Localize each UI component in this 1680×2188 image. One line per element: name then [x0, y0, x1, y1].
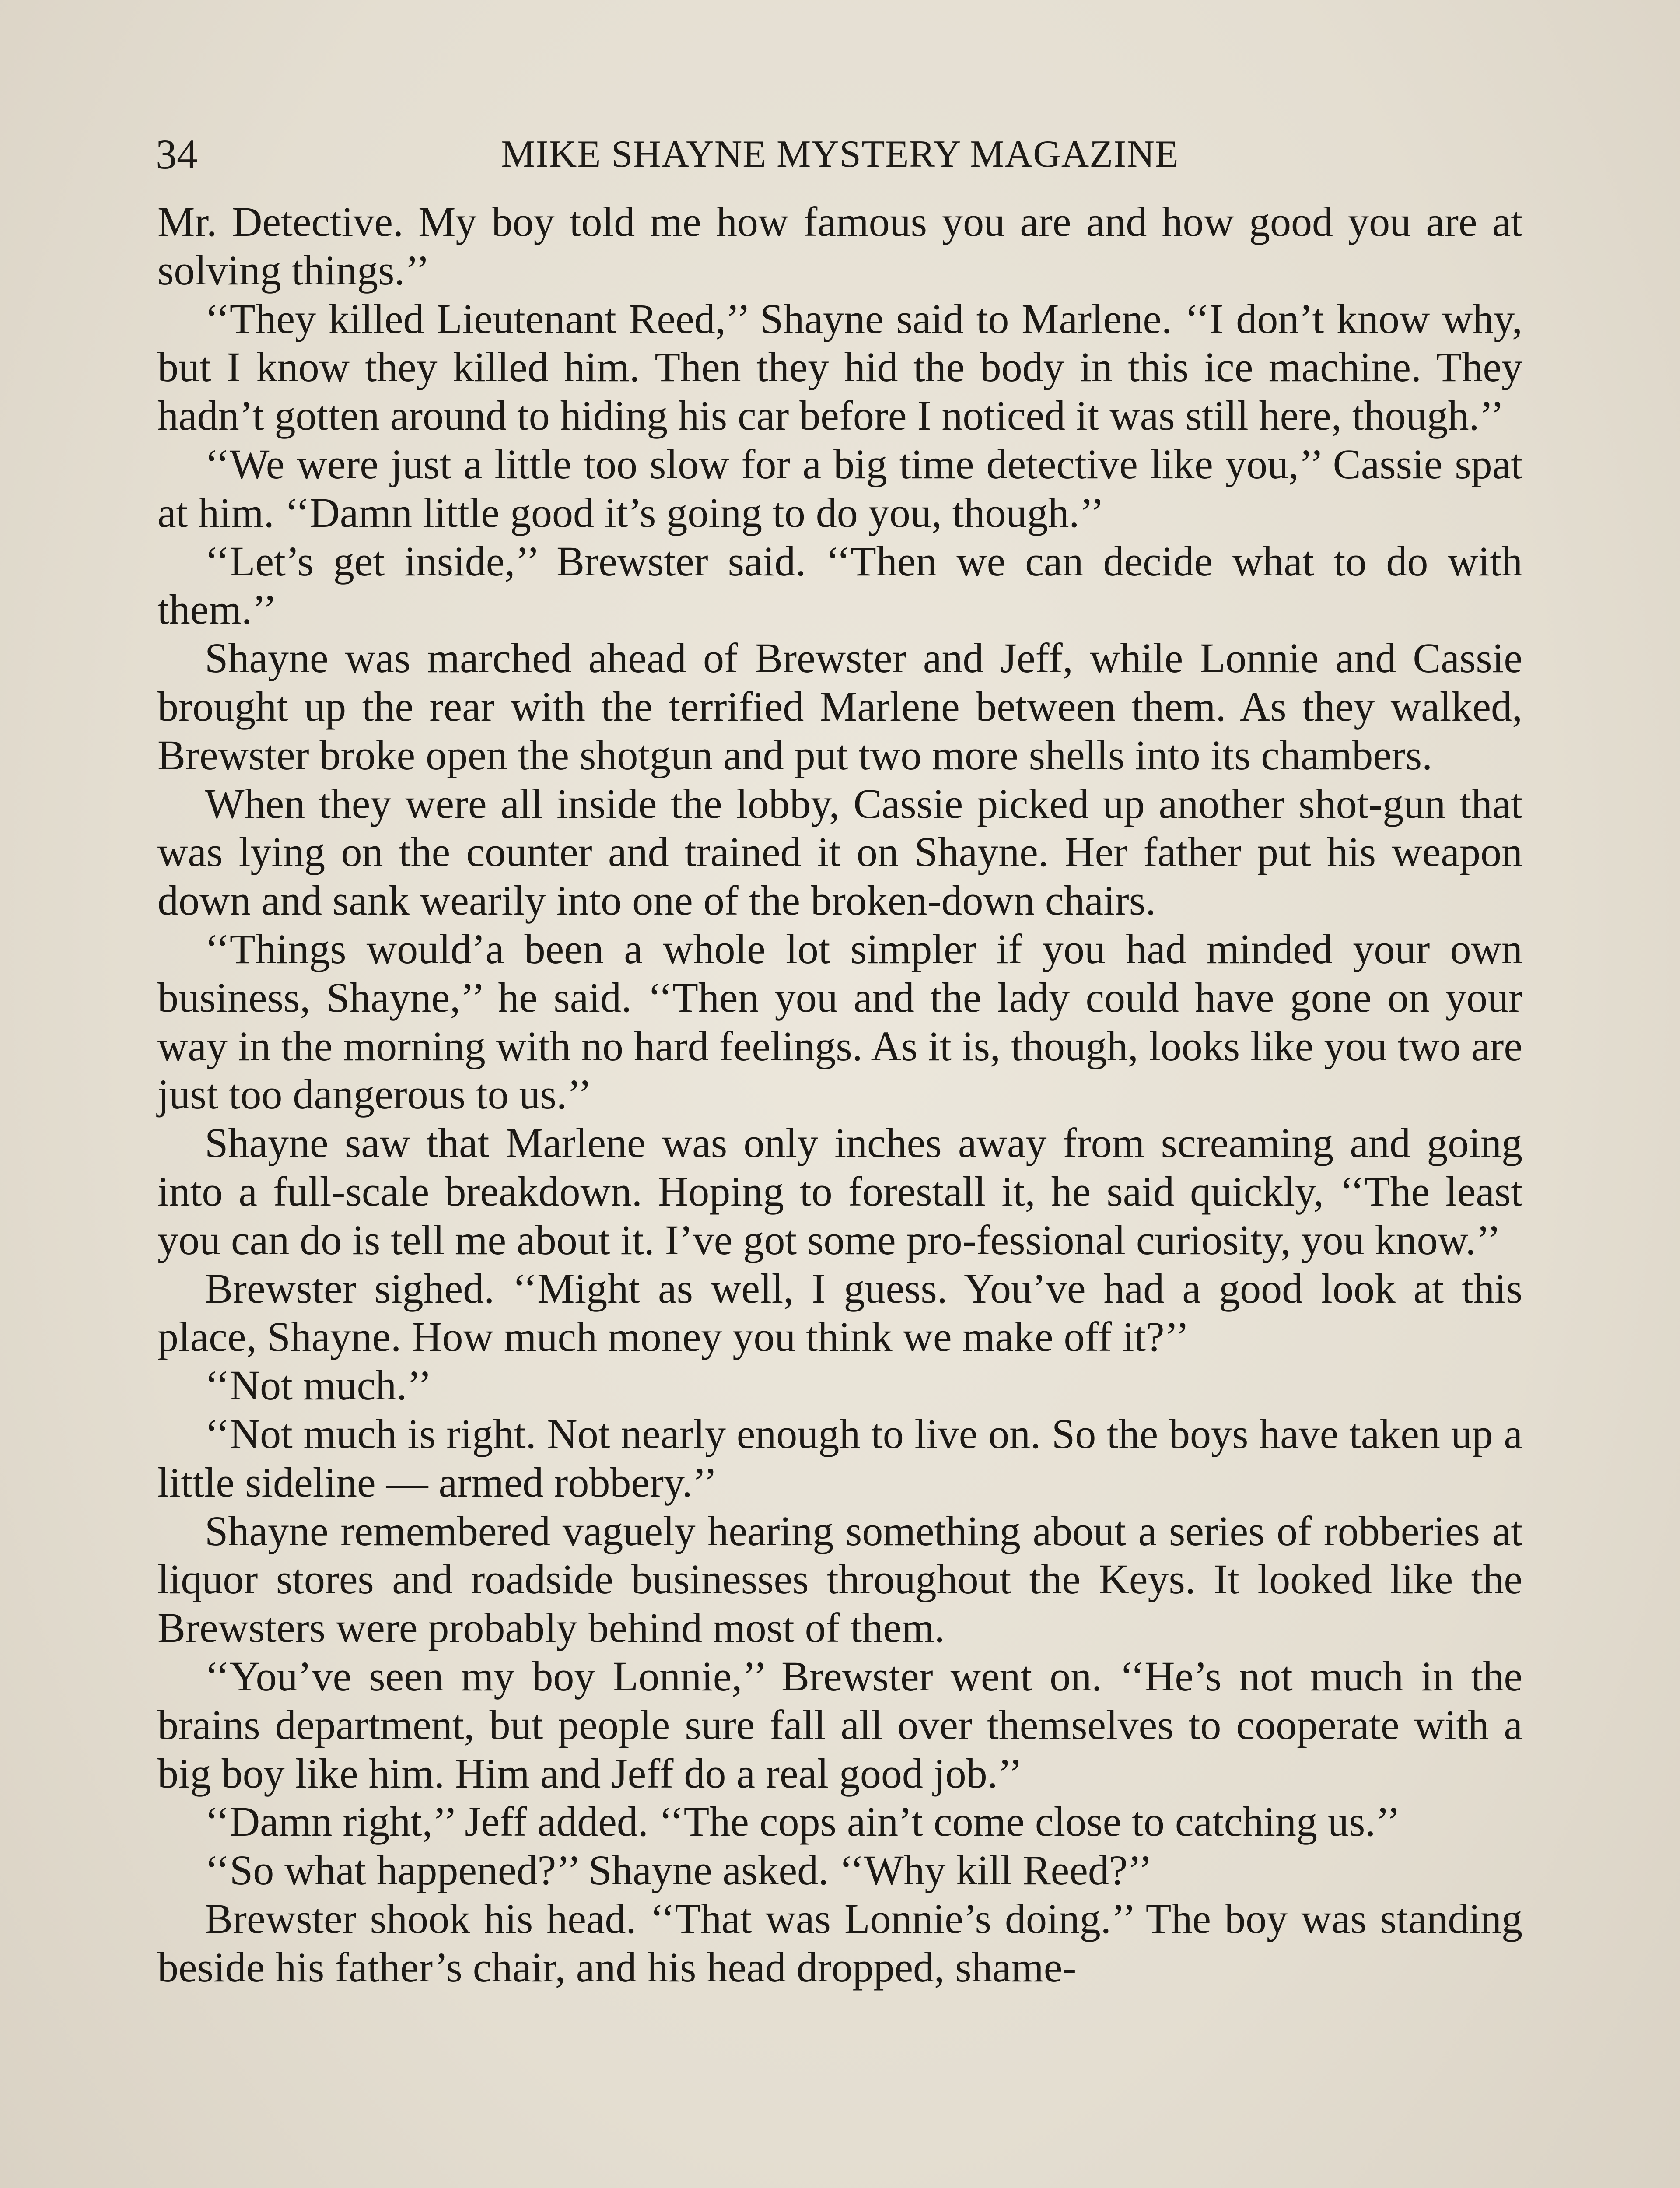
paragraph: ‘‘Damn right,’’ Jeff added. ‘‘The cops ain’t come close to catching us.’’: [205, 1798, 1401, 1845]
paragraph: When they were all inside the lobby, Cassie picked up another shot-gun that was lying on the counter and trained it on Shayne. Her father put his weapon down and sank wearily into one of the broken-down chairs.: [158, 780, 1522, 924]
paragraph: Shayne remembered vaguely hearing something about a series of robberies at liquor stores and roadside businesses throughout the Keys. It looked like the Brewsters were probably behind most of them.: [158, 1507, 1522, 1652]
paragraph: ‘‘They killed Lieutenant Reed,’’ Shayne said to Marlene. ‘‘I don’t know why, but I know they killed him. Then they hid the body in this ice machine. They hadn’t gotten around to hiding his car before I noticed it was still here, though.’’: [158, 295, 1522, 439]
paragraph: ‘‘So what happened?’’ Shayne asked. ‘‘Why kill Reed?’’: [205, 1847, 1153, 1894]
paragraph: Brewster sighed. ‘‘Might as well, I guess. You’ve had a good look at this place, Shayne. How much money you think we make off it?’’: [158, 1265, 1522, 1360]
paragraph: ‘‘Not much.’’: [205, 1362, 432, 1409]
paragraph: Brewster shook his head. ‘‘That was Lonnie’s doing.’’ The boy was standing beside his father’s chair, and his head dropped, shame-: [158, 1895, 1522, 1991]
page-header: [153, 130, 1527, 179]
paragraph: Mr. Detective. My boy told me how famous you are and how good you are at solving things.’’: [158, 198, 1522, 294]
paragraph: Shayne saw that Marlene was only inches away from screaming and going into a full-scale breakdown. Hoping to forestall it, he said quickly, ‘‘The least you can do is tell me about it. I’ve got some pro-fessional curiosity, you know.’’: [158, 1119, 1522, 1263]
running-title: MIKE SHAYNE MYSTERY MAGAZINE: [501, 133, 1179, 175]
paragraph: ‘‘You’ve seen my boy Lonnie,’’ Brewster went on. ‘‘He’s not much in the brains department, but people sure fall all over themselves to cooperate with a big boy like him. Him and Jeff do a real good job.’’: [158, 1652, 1522, 1797]
paragraph: ‘‘Let’s get inside,’’ Brewster said. ‘‘Then we can decide what to do with them.’’: [158, 537, 1522, 633]
story-text: [158, 198, 1522, 1992]
paragraph: ‘‘Things would’a been a whole lot simpler if you had minded your own business, Shayne,’’ he said. ‘‘Then you and the lady could have gone on your way in the morning with no hard feelings. As it is, though, looks like you two are just too dangerous to us.’’: [158, 925, 1522, 1118]
paragraph: Shayne was marched ahead of Brewster and Jeff, while Lonnie and Cassie brought up the rear with the terrified Marlene between them. As they walked, Brewster broke open the shotgun and put two more shells into its chambers.: [158, 635, 1522, 778]
paragraph: ‘‘Not much is right. Not nearly enough to live on. So the boys have taken up a little sideline — armed robbery.’’: [158, 1410, 1522, 1506]
page-number: 34: [156, 131, 198, 178]
paragraph: ‘‘We were just a little too slow for a big time detective like you,’’ Cassie spat at him. ‘‘Damn little good it’s going to do you, though.’’: [158, 440, 1522, 536]
